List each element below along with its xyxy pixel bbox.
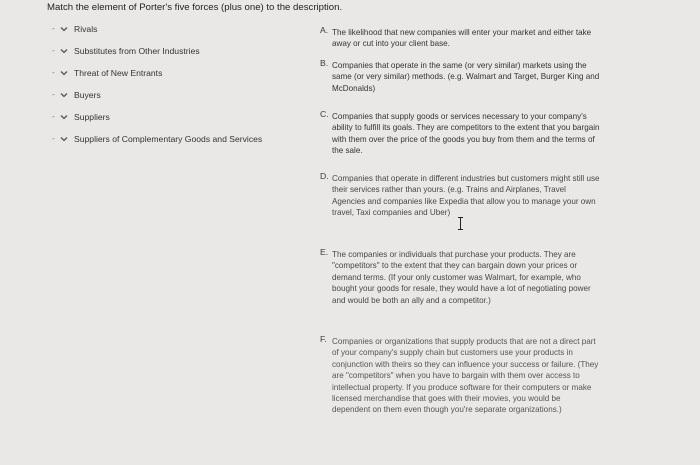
- chevron-down-icon: [60, 91, 68, 99]
- match-row-substitutes: [52, 45, 307, 56]
- match-label: Suppliers of Complementary Goods and Services: [74, 133, 263, 144]
- answer-dropdown-substitutes[interactable]: [52, 45, 74, 56]
- match-row-new-entrants: [52, 67, 307, 78]
- option-letter: D.: [320, 171, 329, 181]
- option-letter: B.: [320, 58, 329, 68]
- match-label: Threat of New Entrants: [74, 67, 163, 78]
- answer-dropdown-suppliers[interactable]: [52, 111, 74, 122]
- match-row-complementary: [52, 133, 307, 144]
- answer-dropdown-rivals[interactable]: [52, 23, 74, 34]
- option-text: Companies or organizations that supply products that are not a direct part of your company's supply chain but customers use your products in conjunction with theirs so they can influence your success or failure. (They are "competitors" when you have to bargain with them over access to intellectual property. If you produce software for their computers or make licensed merchandise that goes with their movies, you would be dependent on them even though you're separate organizations.): [332, 337, 599, 415]
- option-text: Companies that operate in different industries but customers might still use their services rather than yours. (e.g. Trains and Airplanes, Travel Agencies and companies like Expedia that allow you to manage your own travel, Taxi companies and Uber): [332, 174, 600, 218]
- chevron-down-icon: [60, 113, 68, 121]
- match-label: Suppliers: [74, 111, 110, 122]
- dropdown-value: -: [52, 24, 55, 33]
- dropdown-value: -: [52, 90, 55, 99]
- dropdown-value: -: [52, 134, 55, 143]
- match-row-suppliers: [52, 111, 307, 122]
- match-label: Substitutes from Other Industries: [74, 45, 200, 56]
- match-list: [52, 23, 307, 144]
- dropdown-value: -: [52, 68, 55, 77]
- dropdown-value: -: [52, 112, 55, 121]
- chevron-down-icon: [60, 47, 68, 55]
- question-title: Match the element of Porter's five forces (plus one) to the description.: [47, 2, 343, 13]
- dropdown-value: -: [52, 46, 55, 55]
- option-text: Companies that supply goods or services necessary to your company's ability to fulfill its goals. They are competitors to the extent that you bargain with them over the price of the goods you buy from them and the terms of the sale.: [332, 112, 600, 156]
- option-letter: F.: [320, 334, 327, 344]
- option-letter: E.: [320, 247, 329, 257]
- answer-dropdown-new-entrants[interactable]: [52, 67, 74, 78]
- chevron-down-icon: [60, 25, 68, 33]
- option-letter: C.: [320, 109, 329, 119]
- match-label: Rivals: [74, 23, 98, 34]
- match-row-buyers: [52, 89, 307, 100]
- chevron-down-icon: [60, 69, 68, 77]
- chevron-down-icon: [60, 135, 68, 143]
- text-cursor-icon: [457, 217, 464, 230]
- option-letter: A.: [320, 25, 329, 35]
- answer-dropdown-buyers[interactable]: [52, 89, 74, 100]
- match-label: Buyers: [74, 89, 101, 100]
- option-text: Companies that operate in the same (or very similar) markets using the same (or very similar) methods. (e.g. Walmart and Target, Burger King and McDonalds): [332, 61, 600, 93]
- option-text: The likelihood that new companies will enter your market and either take away or cut into your client base.: [332, 28, 592, 49]
- answer-dropdown-complementary[interactable]: [52, 133, 74, 144]
- match-row-rivals: [52, 23, 307, 34]
- option-text: The companies or individuals that purchase your products. They are "competitors" to the extent that they can bargain down your prices or demand terms. (If your only customer was Walmart, for example, who bought your goods for resale, they would have a lot of negotiating power and would be both an ally and a competitor.): [332, 250, 591, 305]
